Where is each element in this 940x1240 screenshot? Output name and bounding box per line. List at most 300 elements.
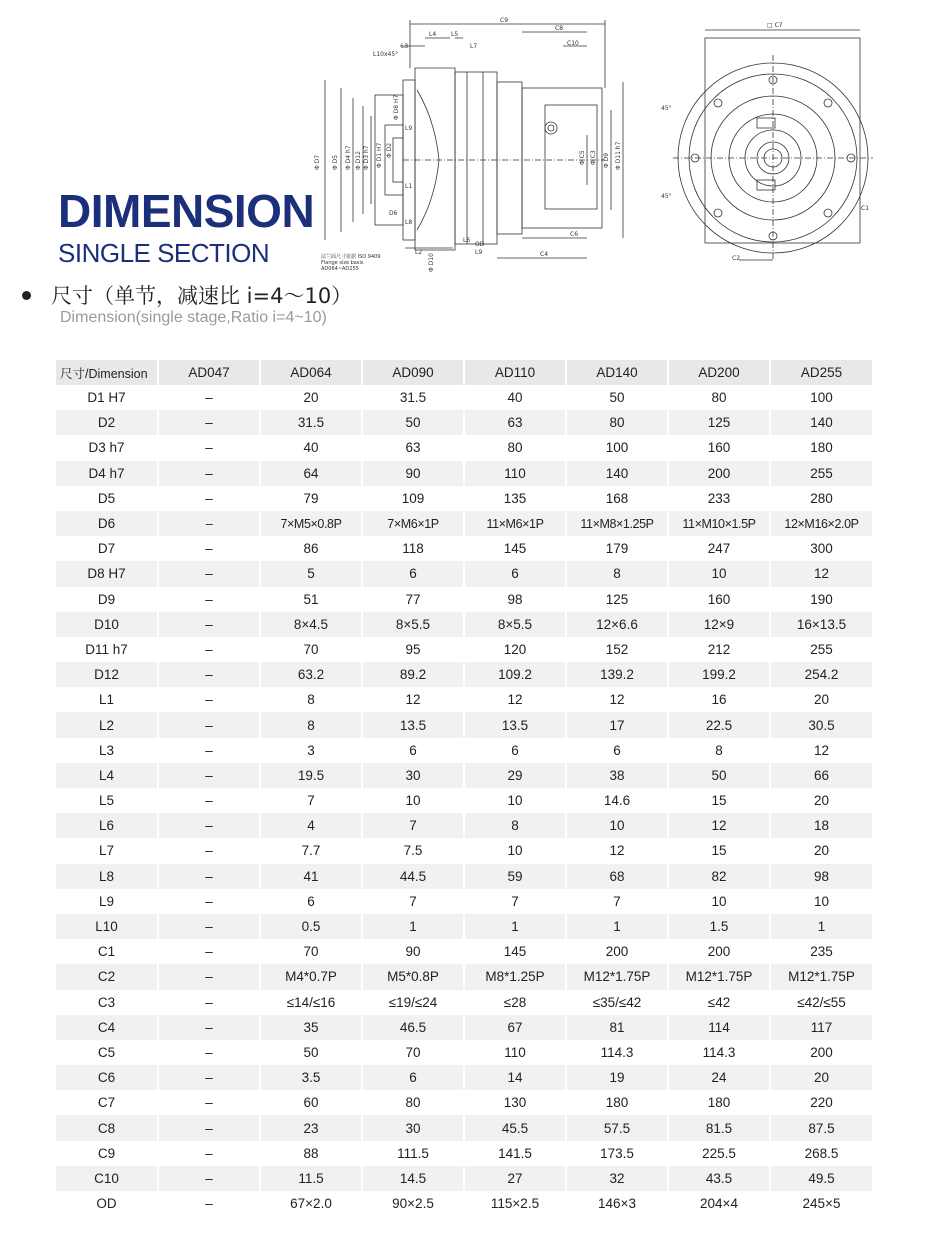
label-l7: L7 <box>470 43 478 50</box>
row-label: D10 <box>56 612 158 637</box>
table-cell: 45.5 <box>464 1115 566 1140</box>
table-cell: 0.5 <box>260 914 362 939</box>
table-cell: 180 <box>566 1090 668 1115</box>
label-c8: C8 <box>555 25 564 32</box>
table-cell: – <box>158 1141 260 1166</box>
label-d8: Φ D8 H7 <box>393 94 400 120</box>
table-cell: 12 <box>566 838 668 863</box>
row-label: L3 <box>98 742 115 758</box>
table-cell: – <box>158 561 260 586</box>
table-cell: 90×2.5 <box>362 1191 464 1216</box>
label-l6: L6 <box>463 237 471 244</box>
table-cell: 7 <box>260 788 362 813</box>
row-label: D6 <box>56 511 158 536</box>
table-cell: 29 <box>464 763 566 788</box>
table-cell: – <box>158 763 260 788</box>
row-label: L5 <box>98 793 115 809</box>
table-cell: 3.5 <box>260 1065 362 1090</box>
table-cell: 11.5 <box>260 1166 362 1191</box>
table-cell: 7 <box>362 813 464 838</box>
table-row <box>56 939 872 964</box>
table-cell: 190 <box>770 587 872 612</box>
table-cell: 200 <box>566 939 668 964</box>
table-cell: 14.5 <box>362 1166 464 1191</box>
table-cell: 146×3 <box>566 1191 668 1216</box>
table-cell: – <box>158 864 260 889</box>
table-cell: ≤28 <box>464 990 566 1015</box>
table-cell: 82 <box>668 864 770 889</box>
table-row <box>56 738 872 763</box>
table-cell: 110 <box>464 1040 566 1065</box>
table-cell: – <box>158 813 260 838</box>
table-cell: 50 <box>260 1040 362 1065</box>
table-cell: 6 <box>260 889 362 914</box>
table-cell: – <box>158 461 260 486</box>
table-row <box>56 763 872 788</box>
table-cell: 14.6 <box>566 788 668 813</box>
table-cell: 20 <box>260 385 362 410</box>
table-row <box>56 712 872 737</box>
table-cell: 6 <box>362 1065 464 1090</box>
table-cell: 64 <box>260 461 362 486</box>
table-cell: 32 <box>566 1166 668 1191</box>
note-flange: Flange size basis <box>321 260 364 266</box>
table-row <box>56 511 872 536</box>
table-cell: 3 <box>260 738 362 763</box>
table-cell: 280 <box>770 486 872 511</box>
row-label: D11 h7 <box>85 641 128 657</box>
table-cell: 77 <box>362 587 464 612</box>
row-label: D1 H7 <box>87 390 126 406</box>
table-cell: – <box>158 637 260 662</box>
table-cell: 49.5 <box>770 1166 872 1191</box>
table-cell: 80 <box>464 435 566 460</box>
table-cell: 8×5.5 <box>464 612 566 637</box>
table-header-row <box>56 360 872 385</box>
table-cell: 89.2 <box>362 662 464 687</box>
row-label: L1 <box>98 692 115 708</box>
caption-chinese-line <box>22 280 352 310</box>
table-row <box>56 662 872 687</box>
table-cell: 168 <box>566 486 668 511</box>
table-cell: 30 <box>362 1115 464 1140</box>
table-cell: 88 <box>260 1141 362 1166</box>
label-l10: L10x45° <box>373 51 399 58</box>
table-cell: 114.3 <box>566 1040 668 1065</box>
table-row <box>56 461 872 486</box>
label-d5: Φ D5 <box>332 154 339 170</box>
header-ad255: AD255 <box>770 360 872 385</box>
row-label: C6 <box>56 1065 158 1090</box>
label-d4: Φ D4 h7 <box>345 145 352 170</box>
table-cell: 160 <box>668 435 770 460</box>
table-cell: 8×4.5 <box>260 612 362 637</box>
table-cell: – <box>158 838 260 863</box>
label-d7: Φ D7 <box>314 154 321 170</box>
table-cell: 63.2 <box>260 662 362 687</box>
table-cell: M8*1.25P <box>464 964 566 989</box>
table-row <box>56 435 872 460</box>
table-cell: M4*0.7P <box>260 964 362 989</box>
table-row <box>56 486 872 511</box>
table-row <box>56 788 872 813</box>
table-cell: 233 <box>668 486 770 511</box>
row-label: C3 <box>97 994 116 1010</box>
table-cell: 10 <box>464 788 566 813</box>
table-cell: 98 <box>464 587 566 612</box>
table-cell: 10 <box>566 813 668 838</box>
table-cell: 114.3 <box>668 1040 770 1065</box>
table-cell: 90 <box>362 939 464 964</box>
table-cell: 100 <box>770 385 872 410</box>
table-cell: 51 <box>260 587 362 612</box>
table-cell: 63 <box>362 435 464 460</box>
dimension-table <box>56 360 872 1216</box>
table-cell: 225.5 <box>668 1141 770 1166</box>
table-cell: 12 <box>668 813 770 838</box>
table-cell: 6 <box>362 561 464 586</box>
table-cell: 7.7 <box>260 838 362 863</box>
table-cell: 19 <box>566 1065 668 1090</box>
table-cell: – <box>158 914 260 939</box>
table-cell: 8 <box>260 712 362 737</box>
table-cell: 90 <box>362 461 464 486</box>
table-cell: – <box>158 788 260 813</box>
table-cell: 11×M10×1.5P <box>668 511 770 536</box>
table-cell: 98 <box>770 864 872 889</box>
table-cell: 5 <box>260 561 362 586</box>
table-cell: 199.2 <box>668 662 770 687</box>
table-cell: 125 <box>566 587 668 612</box>
table-cell: 50 <box>668 763 770 788</box>
table-cell: 179 <box>566 536 668 561</box>
table-row <box>56 612 872 637</box>
table-cell: 68 <box>566 864 668 889</box>
table-row <box>56 1141 872 1166</box>
label-c9: C9 <box>500 17 509 24</box>
table-cell: M12*1.75P <box>668 964 770 989</box>
table-cell: 19.5 <box>260 763 362 788</box>
table-cell: 70 <box>260 939 362 964</box>
table-cell: – <box>158 1115 260 1140</box>
table-cell: 87.5 <box>770 1115 872 1140</box>
table-cell: 109 <box>362 486 464 511</box>
label-l2: L2 <box>415 249 423 256</box>
table-cell: 59 <box>464 864 566 889</box>
label-c2: C2 <box>732 255 741 262</box>
table-cell: 81 <box>566 1015 668 1040</box>
table-cell: 20 <box>770 788 872 813</box>
table-cell: – <box>158 1090 260 1115</box>
label-c3: Φ C3 <box>590 150 597 165</box>
table-cell: 110 <box>464 461 566 486</box>
label-d2: Φ D2 <box>386 142 393 158</box>
row-label: L9 <box>98 893 115 909</box>
table-cell: – <box>158 1166 260 1191</box>
label-d6: D6 <box>389 210 398 217</box>
row-label: D12 <box>56 662 158 687</box>
table-cell: 12×M16×2.0P <box>770 511 872 536</box>
table-cell: ≤19/≤24 <box>362 990 464 1015</box>
label-c6: C6 <box>570 231 579 238</box>
table-cell: 4 <box>260 813 362 838</box>
label-d1: Φ D1 H7 <box>376 142 383 168</box>
table-cell: 125 <box>668 410 770 435</box>
row-label: D2 <box>56 410 158 435</box>
label-d11: Φ D11 h7 <box>615 141 622 170</box>
table-cell: 8 <box>668 738 770 763</box>
table-cell: 115×2.5 <box>464 1191 566 1216</box>
table-cell: – <box>158 687 260 712</box>
header-ad110: AD110 <box>464 360 566 385</box>
table-cell: – <box>158 990 260 1015</box>
table-cell: 145 <box>464 939 566 964</box>
table-cell: 7.5 <box>362 838 464 863</box>
table-cell: 140 <box>566 461 668 486</box>
table-cell: 11×M6×1P <box>464 511 566 536</box>
label-od: OD <box>475 241 485 248</box>
table-cell: 79 <box>260 486 362 511</box>
label-c5: Φ C5 <box>579 150 586 165</box>
table-cell: 220 <box>770 1090 872 1115</box>
table-cell: 245×5 <box>770 1191 872 1216</box>
table-cell: 300 <box>770 536 872 561</box>
header-ad064: AD064 <box>260 360 362 385</box>
table-cell: 20 <box>770 687 872 712</box>
label-angle-top: 45° <box>661 105 672 112</box>
table-cell: 1 <box>362 914 464 939</box>
table-cell: 43.5 <box>668 1166 770 1191</box>
label-c4: C4 <box>540 251 549 258</box>
table-cell: – <box>158 612 260 637</box>
table-cell: – <box>158 511 260 536</box>
table-cell: 10 <box>668 561 770 586</box>
header-dimension: 尺寸/Dimension <box>56 360 158 385</box>
table-row <box>56 964 872 989</box>
row-label: D4 h7 <box>56 461 158 486</box>
table-cell: 1 <box>566 914 668 939</box>
label-c1: C1 <box>861 205 870 212</box>
table-cell: 27 <box>464 1166 566 1191</box>
table-cell: 180 <box>770 435 872 460</box>
table-row <box>56 1115 872 1140</box>
table-cell: 173.5 <box>566 1141 668 1166</box>
table-cell: 20 <box>770 838 872 863</box>
table-cell: 23 <box>260 1115 362 1140</box>
table-cell: 12×6.6 <box>566 612 668 637</box>
table-cell: 141.5 <box>464 1141 566 1166</box>
table-cell: 67 <box>464 1015 566 1040</box>
table-cell: 12 <box>770 738 872 763</box>
row-label: D9 <box>97 591 116 607</box>
bullet-icon <box>22 291 31 300</box>
table-cell: ≤42/≤55 <box>770 990 872 1015</box>
table-cell: 10 <box>362 788 464 813</box>
row-label: D7 <box>97 541 116 557</box>
label-d9: Φ D9 <box>603 152 610 168</box>
row-label: C1 <box>97 944 116 960</box>
table-cell: 10 <box>770 889 872 914</box>
row-label: L8 <box>56 864 158 889</box>
table-cell: 12 <box>362 687 464 712</box>
table-row <box>56 1065 872 1090</box>
header-ad200: AD200 <box>668 360 770 385</box>
table-cell: 50 <box>362 410 464 435</box>
table-cell: 10 <box>464 838 566 863</box>
heading-block <box>58 185 315 268</box>
table-cell: M5*0.8P <box>362 964 464 989</box>
table-cell: 44.5 <box>362 864 464 889</box>
table-cell: 130 <box>464 1090 566 1115</box>
table-cell: 120 <box>464 637 566 662</box>
table-cell: 13.5 <box>362 712 464 737</box>
table-row <box>56 1090 872 1115</box>
table-cell: 80 <box>362 1090 464 1115</box>
row-label: D3 h7 <box>88 440 125 456</box>
technical-drawing <box>305 10 915 275</box>
table-cell: 30 <box>362 763 464 788</box>
row-label: C8 <box>56 1115 158 1140</box>
table-cell: 81.5 <box>668 1115 770 1140</box>
table-row <box>56 410 872 435</box>
table-row <box>56 1040 872 1065</box>
table-row <box>56 1015 872 1040</box>
label-d3: Φ D3 h7 <box>363 145 370 170</box>
table-cell: 16 <box>668 687 770 712</box>
label-angle-bottom: 45° <box>661 193 672 200</box>
table-cell: 60 <box>260 1090 362 1115</box>
table-row <box>56 385 872 410</box>
table-cell: 200 <box>668 461 770 486</box>
table-cell: – <box>158 1015 260 1040</box>
row-label: L10 <box>56 914 158 939</box>
table-cell: 20 <box>770 1065 872 1090</box>
header-ad140: AD140 <box>566 360 668 385</box>
label-l9-bottom: L9 <box>475 249 483 256</box>
label-c10: C10 <box>567 40 579 47</box>
table-cell: 6 <box>362 738 464 763</box>
table-cell: 12×9 <box>668 612 770 637</box>
table-cell: 13.5 <box>464 712 566 737</box>
table-row <box>56 536 872 561</box>
table-cell: 118 <box>362 536 464 561</box>
table-cell: ≤35/≤42 <box>566 990 668 1015</box>
table-cell: 11×M8×1.25P <box>566 511 668 536</box>
label-l3: L3 <box>401 43 409 50</box>
label-d12: Φ D12 <box>355 151 362 170</box>
table-cell: 31.5 <box>362 385 464 410</box>
table-cell: 15 <box>668 788 770 813</box>
row-label: C9 <box>97 1145 116 1161</box>
table-cell: 139.2 <box>566 662 668 687</box>
row-label: L7 <box>98 843 115 859</box>
table-cell: 6 <box>566 738 668 763</box>
table-cell: 12 <box>770 561 872 586</box>
table-cell: – <box>158 738 260 763</box>
table-cell: 7 <box>566 889 668 914</box>
table-row <box>56 561 872 586</box>
table-cell: 135 <box>464 486 566 511</box>
table-cell: 255 <box>770 461 872 486</box>
table-cell: M12*1.75P <box>770 964 872 989</box>
table-row <box>56 990 872 1015</box>
label-l5: L5 <box>451 31 459 38</box>
table-cell: 7×M6×1P <box>362 511 464 536</box>
table-cell: 80 <box>668 385 770 410</box>
table-cell: 117 <box>770 1015 872 1040</box>
table-cell: 46.5 <box>362 1015 464 1040</box>
table-cell: – <box>158 939 260 964</box>
caption-english: Dimension(single stage,Ratio i=4~10) <box>60 309 327 326</box>
table-cell: 63 <box>464 410 566 435</box>
table-cell: 70 <box>260 637 362 662</box>
table-cell: – <box>158 1065 260 1090</box>
table-row <box>56 889 872 914</box>
table-cell: 200 <box>668 939 770 964</box>
table-cell: 30.5 <box>770 712 872 737</box>
table-cell: 268.5 <box>770 1141 872 1166</box>
table-cell: 86 <box>260 536 362 561</box>
table-cell: 1 <box>464 914 566 939</box>
table-row <box>56 637 872 662</box>
table-cell: 38 <box>566 763 668 788</box>
label-c7: □ C7 <box>767 22 783 29</box>
row-label: C7 <box>97 1095 116 1111</box>
table-cell: 114 <box>668 1015 770 1040</box>
table-row <box>56 587 872 612</box>
table-row <box>56 813 872 838</box>
table-cell: 41 <box>260 864 362 889</box>
table-cell: 35 <box>260 1015 362 1040</box>
table-cell: – <box>158 410 260 435</box>
table-body <box>56 385 872 1216</box>
table-cell: – <box>158 662 260 687</box>
table-cell: 204×4 <box>668 1191 770 1216</box>
table-cell: 95 <box>362 637 464 662</box>
row-label: L6 <box>56 813 158 838</box>
table-cell: 200 <box>770 1040 872 1065</box>
caption-chinese: 尺寸（单节，减速比 i=4～10） <box>51 284 353 308</box>
table-cell: 6 <box>464 738 566 763</box>
table-row <box>56 914 872 939</box>
table-row <box>56 864 872 889</box>
table-row <box>56 687 872 712</box>
heading-title: DIMENSION <box>58 185 315 237</box>
table-cell: 15 <box>668 838 770 863</box>
header-ad090: AD090 <box>362 360 464 385</box>
table-cell: M12*1.75P <box>566 964 668 989</box>
table-cell: 6 <box>464 561 566 586</box>
table-cell: 22.5 <box>668 712 770 737</box>
header-ad047: AD047 <box>158 360 260 385</box>
table-cell: 7 <box>362 889 464 914</box>
table-cell: – <box>158 435 260 460</box>
table-cell: ≤14/≤16 <box>260 990 362 1015</box>
table-row <box>56 1166 872 1191</box>
label-l8: L8 <box>405 219 413 226</box>
table-cell: 1 <box>770 914 872 939</box>
table-cell: 14 <box>464 1065 566 1090</box>
table-cell: ≤42 <box>668 990 770 1015</box>
table-cell: 212 <box>668 637 770 662</box>
row-label: L2 <box>56 712 158 737</box>
table-cell: 109.2 <box>464 662 566 687</box>
table-cell: 100 <box>566 435 668 460</box>
table-cell: – <box>158 587 260 612</box>
label-l9: L9 <box>405 125 413 132</box>
ring-body <box>455 72 497 244</box>
table-row <box>56 1191 872 1216</box>
